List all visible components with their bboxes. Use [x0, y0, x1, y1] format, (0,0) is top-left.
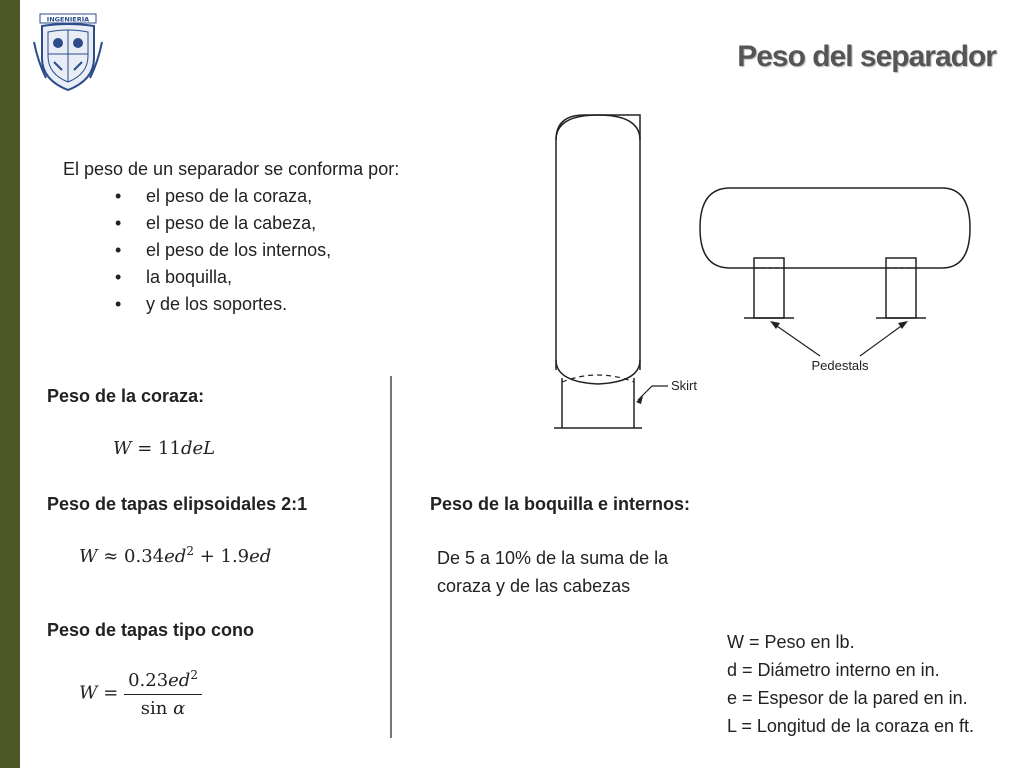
side-accent-bar — [0, 0, 20, 768]
bullet-icon: • — [115, 267, 122, 287]
legend-item: d = Diámetro interno en in. — [727, 660, 940, 680]
cone-heads-heading: Peso de tapas tipo cono — [47, 620, 255, 640]
slide-title: Peso del separador — [737, 40, 996, 73]
unam-engineering-logo — [32, 12, 104, 94]
separator-drawing — [540, 110, 1000, 440]
list-item: • y de los soportes. — [63, 291, 399, 318]
legend-item: e = Espesor de la pared en in. — [727, 688, 968, 708]
legend-item: W = Peso en lb. — [727, 632, 855, 652]
pedestals-label: Pedestals — [811, 358, 869, 373]
coraza-heading: Peso de la coraza: — [47, 386, 205, 406]
skirt-label: Skirt — [671, 378, 697, 393]
coraza-formula: W = 11deL — [113, 438, 216, 459]
svg-text:INGENIERÍA: INGENIERÍA — [46, 15, 90, 24]
list-item: • el peso de la cabeza, — [63, 210, 399, 237]
list-item: • la boquilla, — [63, 264, 399, 291]
vertical-divider — [390, 376, 392, 738]
separator-diagram — [540, 110, 1000, 440]
ellipsoidal-heads-heading: Peso de tapas elipsoidales 2:1 — [47, 494, 308, 514]
bullet-icon: • — [115, 294, 122, 314]
intro-text: El peso de un separador se conforma por: — [63, 159, 400, 179]
component-list — [63, 183, 399, 318]
bullet-icon: • — [115, 240, 122, 260]
variable-legend — [727, 628, 974, 740]
nozzle-text: De 5 a 10% de la suma de la coraza y de las cabezas — [437, 548, 669, 596]
bullet-icon: • — [115, 186, 122, 206]
cone-heads-formula: W = $\frac{0.23ed^2}{\text{sin α}}$ — [79, 668, 202, 719]
bullet-icon: • — [115, 213, 122, 233]
intro-block — [63, 156, 399, 318]
list-item: • el peso de los internos, — [63, 237, 399, 264]
nozzle-heading: Peso de la boquilla e internos: — [430, 494, 691, 514]
ellipsoidal-heads-formula: $W \approx 0.34ed^2 + 1.9ed$ — [79, 544, 272, 567]
legend-item: L = Longitud de la coraza en ft. — [727, 716, 975, 736]
list-item: • el peso de la coraza, — [63, 183, 399, 210]
